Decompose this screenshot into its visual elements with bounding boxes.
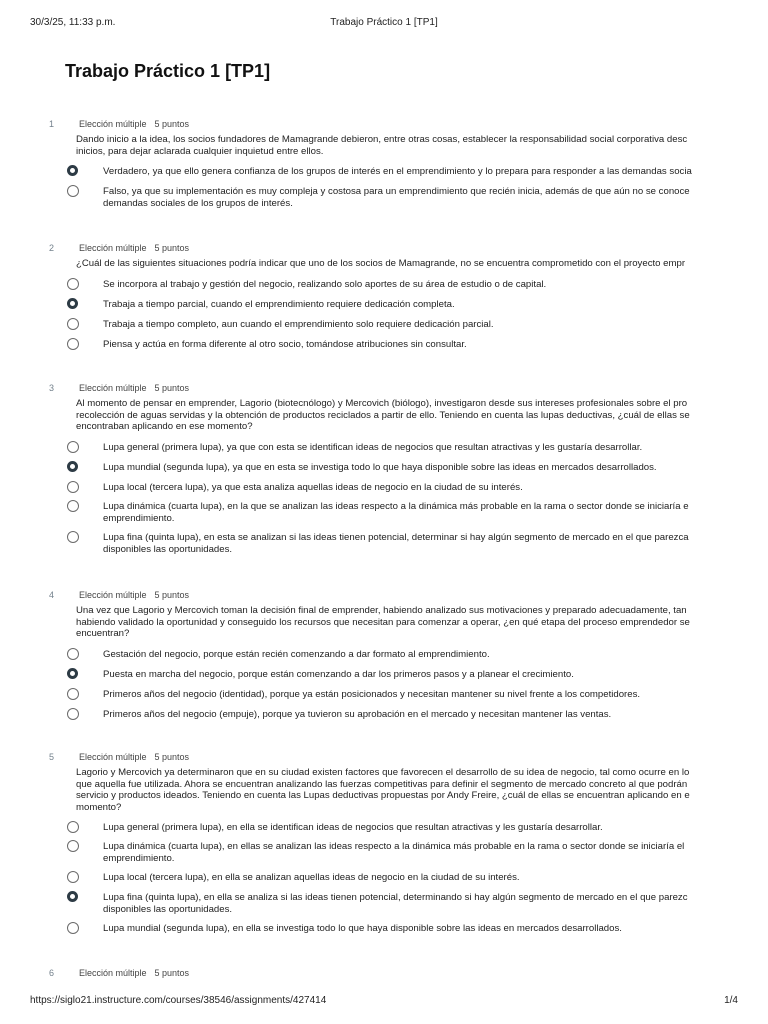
question-text [76,398,734,433]
question-text-line: ¿Cuál de las siguientes situaciones podría indicar que uno de los socios de Mamagrande, no se encuentra comprometido con el proyecto empr [76,258,686,269]
question-text-line: inicios, para dejar aclarada cualquier inquietud entre ellos. [76,145,324,157]
question-text-line: Lagorio y Mercovich ya determinaron que en su ciudad existen factores que favorecen el desarrollo de su idea de negocio, tal como ocurre en lo [76,767,690,778]
page-title: Trabajo Práctico 1 [TP1] [65,61,271,81]
answer-option-line: Lupa fina (quinta lupa), en ella se analiza si las ideas tienen potencial, determinando si hay algún segmento de mercado en el que parezc [103,892,688,903]
radio-button-selected[interactable] [67,461,78,472]
radio-button[interactable] [67,185,79,197]
question-text-line: momento? [76,801,122,813]
answer-option-line: Lupa mundial (segunda lupa), ya que en esta se investiga todo lo que haya disponible sobre las ideas en mercados desarrollados. [103,462,657,473]
question-text [76,767,734,813]
answer-option-line: Se incorpora al trabajo y gestión del negocio, realizando solo aportes de su área de estudio o de capital. [103,279,547,290]
answer-option-line: Primeros años del negocio (empuje), porque ya tuvieron su aprobación en el mercado y necesitan mantener las ventas. [103,709,612,720]
question-type: Elección múltiple [79,590,147,600]
question-text-line: servicio y productos ideados. Teniendo en cuenta las Lupas deductivas propuestas por Andy Freire, ¿cuál de ellas se encuentran aplicando en e [76,790,690,801]
answer-option-line: demandas sociales de los grupos de interés. [103,197,293,209]
answer-option-label [103,841,734,864]
answer-option-line: disponibles las oportunidades. [103,903,233,915]
answer-option-line: emprendimiento. [103,852,175,864]
radio-button[interactable] [67,840,79,852]
radio-button-selected[interactable] [67,298,78,309]
print-datetime: 30/3/25, 11:33 p.m. [30,17,116,28]
question-meta [79,752,189,762]
answer-option-line: Primeros años del negocio (identidad), porque ya están posicionados y necesitan mantener su nivel frente a los competidores. [103,689,641,700]
question-text-line: encuentran? [76,628,130,639]
question-meta [79,590,189,600]
radio-button[interactable] [67,688,79,700]
answer-option-label [103,892,734,915]
radio-button-selected[interactable] [67,891,78,902]
radio-button-selected[interactable] [67,668,78,679]
answer-option-line: Verdadero, ya que ello genera confianza de los grupos de interés en el emprendimiento y lo prepara para responder a las demandas socia [103,166,692,177]
question-type: Elección múltiple [79,383,147,393]
question-number: 2 [49,243,55,253]
answer-option-label [103,709,734,721]
answer-option-label [103,501,734,524]
radio-button[interactable] [67,871,79,883]
answer-option-line: Lupa local (tercera lupa), en ella se analizan aquellas ideas de negocio en la ciudad de su interés. [103,872,520,883]
print-footer [30,995,738,1009]
answer-option-label [103,299,734,311]
question-type: Elección múltiple [79,119,147,129]
answer-option-line: Trabaja a tiempo parcial, cuando el emprendimiento requiere dedicación completa. [103,299,455,310]
radio-button[interactable] [67,648,79,660]
radio-button[interactable] [67,278,79,290]
answer-option-label [103,166,734,178]
question-points: 5 puntos [154,119,190,129]
answer-option-line: Lupa dinámica (cuarta lupa), en ellas se analizan las ideas respecto a la dinámica más probable en la rama o sector donde se iniciaría el [103,841,685,852]
radio-button[interactable] [67,318,79,330]
answer-option-line: Lupa mundial (segunda lupa), en ella se investiga todo lo que haya disponible sobre las ideas en mercados desarrollados. [103,923,622,934]
question-text-line: Una vez que Lagorio y Mercovich toman la decisión final de emprender, habiendo analizado sus motivaciones y preparado adecuadamente, tan [76,605,687,616]
question-type: Elección múltiple [79,968,147,978]
question-number: 3 [49,383,55,393]
answer-option-label [103,532,734,555]
question-text [76,134,734,157]
answer-option-label [103,462,734,474]
answer-option-label [103,872,734,884]
print-doc-title: Trabajo Práctico 1 [TP1] [330,17,438,28]
answer-option-label [103,689,734,701]
answer-option-label [103,319,734,331]
radio-button[interactable] [67,481,79,493]
answer-option-label [103,279,734,291]
answer-option-line: Trabaja a tiempo completo, aun cuando el emprendimiento solo requiere dedicación parcial. [103,319,494,330]
question-number: 1 [49,119,55,129]
question-meta [79,968,189,978]
answer-option-line: Lupa fina (quinta lupa), en esta se analizan si las ideas tienen potencial, determinar si hay algún segmento de mercado en el que parezca [103,532,689,543]
answer-option-line: disponibles las oportunidades. [103,543,233,555]
question-meta [79,119,189,129]
radio-button-selected[interactable] [67,165,78,176]
question-meta [79,243,189,253]
answer-option-label [103,923,734,935]
print-page-number: 1/4 [724,995,738,1006]
question-type: Elección múltiple [79,243,147,253]
question-points: 5 puntos [154,590,190,600]
answer-option-line: Piensa y actúa en forma diferente al otro socio, tomándose atribuciones sin consultar. [103,339,467,350]
question-text-line: que aquella fue utilizada. Ahora se encuentran analizando las fuerzas competitivas para definir el segmento de mercado concreto al que podrán [76,778,688,790]
question-number: 4 [49,590,55,600]
answer-option-line: Falso, ya que su implementación es muy compleja y costosa para un emprendimiento que recién inicia, además de que aún no se conoce [103,186,690,197]
question-points: 5 puntos [154,383,190,393]
question-text-line: recolección de aguas servidas y la obtención de productos reciclados a partir de ello. Teniendo en cuenta las lupas deductivas, ¿cuál de ellas se [76,409,690,421]
question-number: 5 [49,752,55,762]
question-number: 6 [49,968,55,978]
answer-option-line: Gestación del negocio, porque están recién comenzando a dar formato al emprendimiento. [103,649,490,660]
question-points: 5 puntos [154,243,190,253]
radio-button[interactable] [67,708,79,720]
radio-button[interactable] [67,922,79,934]
answer-option-line: Lupa general (primera lupa), en ella se identifican ideas de negocios que resultan atractivas y les gustaría desarrollar. [103,822,603,833]
radio-button[interactable] [67,821,79,833]
question-text [76,258,734,270]
question-text [76,605,734,640]
answer-option-label [103,822,734,834]
question-text-line: Dando inicio a la idea, los socios fundadores de Mamagrande debieron, entre otras cosas, establecer la responsabilidad social corporativa desc [76,134,688,145]
question-type: Elección múltiple [79,752,147,762]
question-meta [79,383,189,393]
question-points: 5 puntos [154,752,190,762]
answer-option-line: Lupa local (tercera lupa), ya que esta analiza aquellas ideas de negocio en la ciudad de su interés. [103,482,523,493]
answer-option-label [103,339,734,351]
answer-option-line: emprendimiento. [103,512,175,524]
radio-button[interactable] [67,338,79,350]
answer-option-label [103,669,734,681]
answer-option-label [103,442,734,454]
answer-option-label [103,482,734,494]
answer-option-line: Lupa dinámica (cuarta lupa), en la que se analizan las ideas respecto a la dinámica más probable en la rama o sector donde se iniciaría e [103,501,689,512]
answer-option-label [103,186,734,209]
radio-button[interactable] [67,531,79,543]
question-text-line: habiendo validado la oportunidad y conseguido los recursos que necesitan para comenzar a operar, ¿en qué etapa del proceso emprendedor se [76,616,690,628]
question-points: 5 puntos [154,968,190,978]
question-text-line: Al momento de pensar en emprender, Lagorio (biotecnólogo) y Mercovich (biólogo), investigaron desde sus intereses profesionales sobre el pro [76,398,688,409]
answer-option-line: Puesta en marcha del negocio, porque están comenzando a dar los primeros pasos y a planear el crecimiento. [103,669,574,680]
radio-button[interactable] [67,441,79,453]
radio-button[interactable] [67,500,79,512]
question-text-line: encontraban aplicando en ese momento? [76,421,253,432]
print-url: https://siglo21.instructure.com/courses/38546/assignments/427414 [30,995,327,1006]
answer-option-line: Lupa general (primera lupa), ya que con esta se identifican ideas de negocios que resultan atractivas y les gustaría desarrollar. [103,442,643,453]
answer-option-label [103,649,734,661]
